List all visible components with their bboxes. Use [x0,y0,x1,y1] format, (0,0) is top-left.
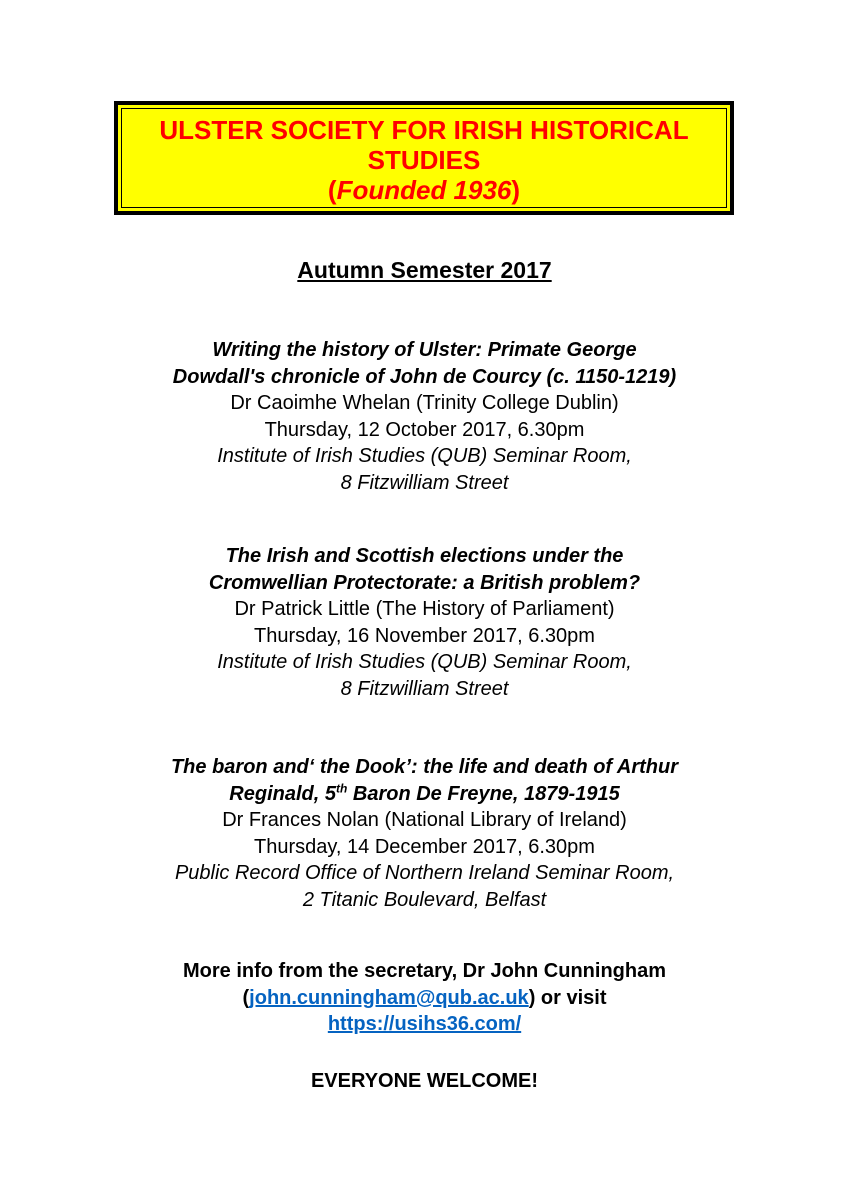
society-name-line1: ULSTER SOCIETY FOR IRISH HISTORICAL [159,115,689,145]
contact-after-email: ) or visit [528,986,607,1009]
event-2-address: 8 Fitzwilliam Street [340,677,509,700]
event-3-date: Thursday, 14 December 2017, 6.30pm [254,835,595,858]
contact-line3 [0,1011,849,1038]
event-3-address: 2 Titanic Boulevard, Belfast [302,888,547,911]
event-3-title-line2-pre: Reginald, 5 [229,782,336,805]
event-2-title-line2: Cromwellian Protectorate: a British problem? [208,571,641,594]
semester-heading [0,256,849,284]
event-1-title-line2: Dowdall's chronicle of John de Courcy (c. 1150-1219) [172,365,677,388]
event-3-venue: Public Record Office of Northern Ireland Seminar Room, [174,862,675,884]
event-2-venue: Institute of Irish Studies (QUB) Seminar Room, [217,651,632,673]
society-name-line2: STUDIES [367,145,481,175]
semester-text: Autumn Semester 2017 [297,257,552,283]
event-2-title-line1: The Irish and Scottish elections under the [225,545,624,567]
contact-paren-open: ( [242,986,250,1009]
welcome-message: EVERYONE WELCOME! [310,1070,539,1092]
event-2-speaker: Dr Patrick Little (The History of Parliament) [234,598,615,620]
event-3 [0,754,849,913]
event-1-speaker: Dr Caoimhe Whelan (Trinity College Dublin) [230,392,619,414]
event-1-title-line1: Writing the history of Ulster: Primate George [212,339,637,361]
email-link[interactable]: john.cunningham@qub.ac.uk [249,986,529,1009]
event-3-title-line2 [0,781,849,808]
founded-text: Founded 1936 [336,175,512,205]
founded-open-paren: ( [327,175,337,205]
contact-line2 [0,985,849,1012]
contact-line1: More info from the secretary, Dr John Cunningham [182,960,667,982]
event-2-date: Thursday, 16 November 2017, 6.30pm [254,624,595,647]
contact-info [0,958,849,1038]
event-3-speaker: Dr Frances Nolan (National Library of Ireland) [222,809,627,831]
founded-line [118,175,730,205]
event-1-date: Thursday, 12 October 2017, 6.30pm [264,418,585,441]
event-3-title-line2-post: Baron De Freyne, 1879-1915 [347,782,620,805]
event-2 [0,543,849,702]
website-link[interactable]: https://usihs36.com/ [327,1013,522,1035]
society-title-box [114,101,734,215]
event-1-address: 8 Fitzwilliam Street [340,471,509,494]
event-3-title-ordinal: th [336,780,348,795]
event-3-title-line1: The baron and‘ the Dook’: the life and death of Arthur [170,756,679,778]
event-1-venue: Institute of Irish Studies (QUB) Seminar Room, [217,445,632,467]
founded-close-paren: ) [511,175,521,205]
event-1 [0,337,849,496]
